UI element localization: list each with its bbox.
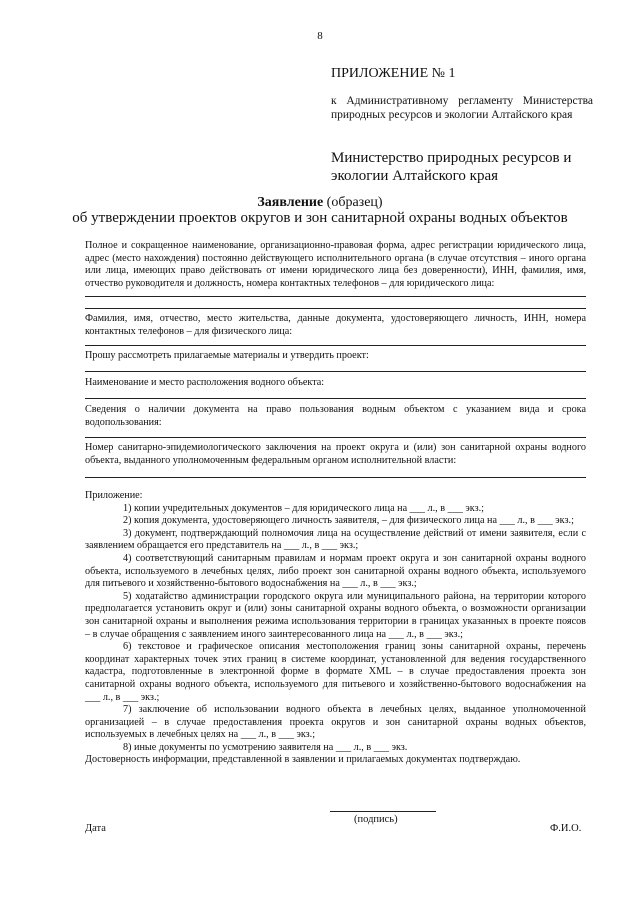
- water-body-label: Наименование и место расположения водного объекта:: [85, 377, 325, 388]
- signature-line: [330, 811, 436, 812]
- fill-line: [85, 296, 586, 297]
- attachment-item: 2) копия документа, удостоверяющего личность заявителя, – для физического лица на ___ л., в ___ экз.;: [123, 515, 574, 527]
- title-main: Заявление: [257, 195, 324, 210]
- ministry-name: Министерство природных ресурсов и экологии Алтайского края: [331, 150, 572, 184]
- appendix-title: ПРИЛОЖЕНИЕ № 1: [331, 66, 456, 81]
- fill-line: [85, 437, 586, 438]
- page-number: 8: [317, 30, 323, 42]
- title-note: (образец): [323, 195, 383, 210]
- date-label: Дата: [85, 823, 106, 834]
- confirmation-text: Достоверность информации, представленной в заявлении и прилагаемых документах подтверждаю.: [85, 754, 521, 766]
- attachment-item: 1) копии учредительных документов – для юридического лица на ___ л., в ___ экз.;: [123, 502, 485, 514]
- attachment-item: 5) ходатайство администрации городского округа или муниципального района, на территории которого предполагается установить округ и (или) зоны санитарной охраны водного объекта, о возможности организации зон санитарной охраны и выполнения режима использования территории в границах указанных в проекте поясов – в случае обращения с заявлением иного заинтересованного лица на ___ л., в ___ экз.;: [85, 590, 586, 640]
- fill-line: [85, 308, 586, 309]
- attachment-item: 6) текстовое и графическое описания местоположения границ зоны санитарной охраны, перечень координат характерных точек этих границ в системе координат, установленной для ведения государственного кадастра, подготовленные в электронной форме в формате XML – в случае предоставления проекта зон санитарной охраны водного объекта, используемого для питьевого и хозяйственно-бытового водоснабжения на ___ л., в ___ экз.;: [85, 641, 586, 703]
- fio-label: Ф.И.О.: [550, 823, 582, 834]
- document-subtitle: об утверждении проектов округов и зон санитарной охраны водных объектов: [72, 210, 568, 226]
- attachments-label: Приложение:: [85, 490, 143, 501]
- individual-info-label: Фамилия, имя, отчество, место жительства, данные документа, удостоверяющего личность, ИНН, номера контактных телефонов – для физического лица:: [85, 313, 586, 337]
- regulation-reference: к Административному регламенту Министерства природных ресурсов и экологии Алтайского края: [331, 95, 593, 121]
- attachment-item: 8) иные документы по усмотрению заявителя на ___ л., в ___ экз.: [123, 741, 408, 753]
- document-title: [0, 195, 640, 211]
- attachment-item: 4) соответствующий санитарным правилам и нормам проект округа и зон санитарной охраны водного объекта, используемого в лечебных целях, либо проект зон санитарной охраны водного объекта, используемого для питьевого и хозяйственно-бытового водоснабжения на ___ л., в ___ экз.;: [85, 552, 586, 590]
- legal-entity-info-label: Полное и сокращенное наименование, организационно-правовая форма, адрес регистрации юридического лица, адрес (место нахождения) постоянно действующего исполнительного органа (в случае отсутствия – иного органа или лица, имеющих право действовать от имени юридического лица без доверенности), ИНН, фамилия, имя, отчество руководителя и должность, номера контактных телефонов – для юридического лица:: [85, 240, 586, 289]
- attachment-item: 3) документ, подтверждающий полномочия лица на осуществление действий от имени заявителя, если с заявлением обращается его представитель на ___ л., в ___ экз.;: [85, 527, 586, 552]
- request-label: Прошу рассмотреть прилагаемые материалы и утвердить проект:: [85, 350, 369, 361]
- sanitary-conclusion-label: Номер санитарно-эпидемиологического заключения на проект округа и (или) зон санитарной охраны водного объекта, выданного уполномоченным федеральным органом исполнительной власти:: [85, 442, 586, 466]
- water-use-document-label: Сведения о наличии документа на право пользования водным объектом с указанием вида и срока водопользования:: [85, 404, 586, 428]
- attachment-item: 7) заключение об использовании водного объекта в лечебных целях, выданное уполномоченной организацией – в случае предоставления проекта округов и зон санитарной охраны водных объектов, используемых в лечебных целях на ___ л., в ___ экз.;: [85, 704, 586, 741]
- fill-line: [85, 398, 586, 399]
- attachments-section: [85, 490, 586, 767]
- fill-line: [85, 371, 586, 372]
- fill-line: [85, 477, 586, 478]
- signature-caption: (подпись): [354, 814, 398, 825]
- fill-line: [85, 345, 586, 346]
